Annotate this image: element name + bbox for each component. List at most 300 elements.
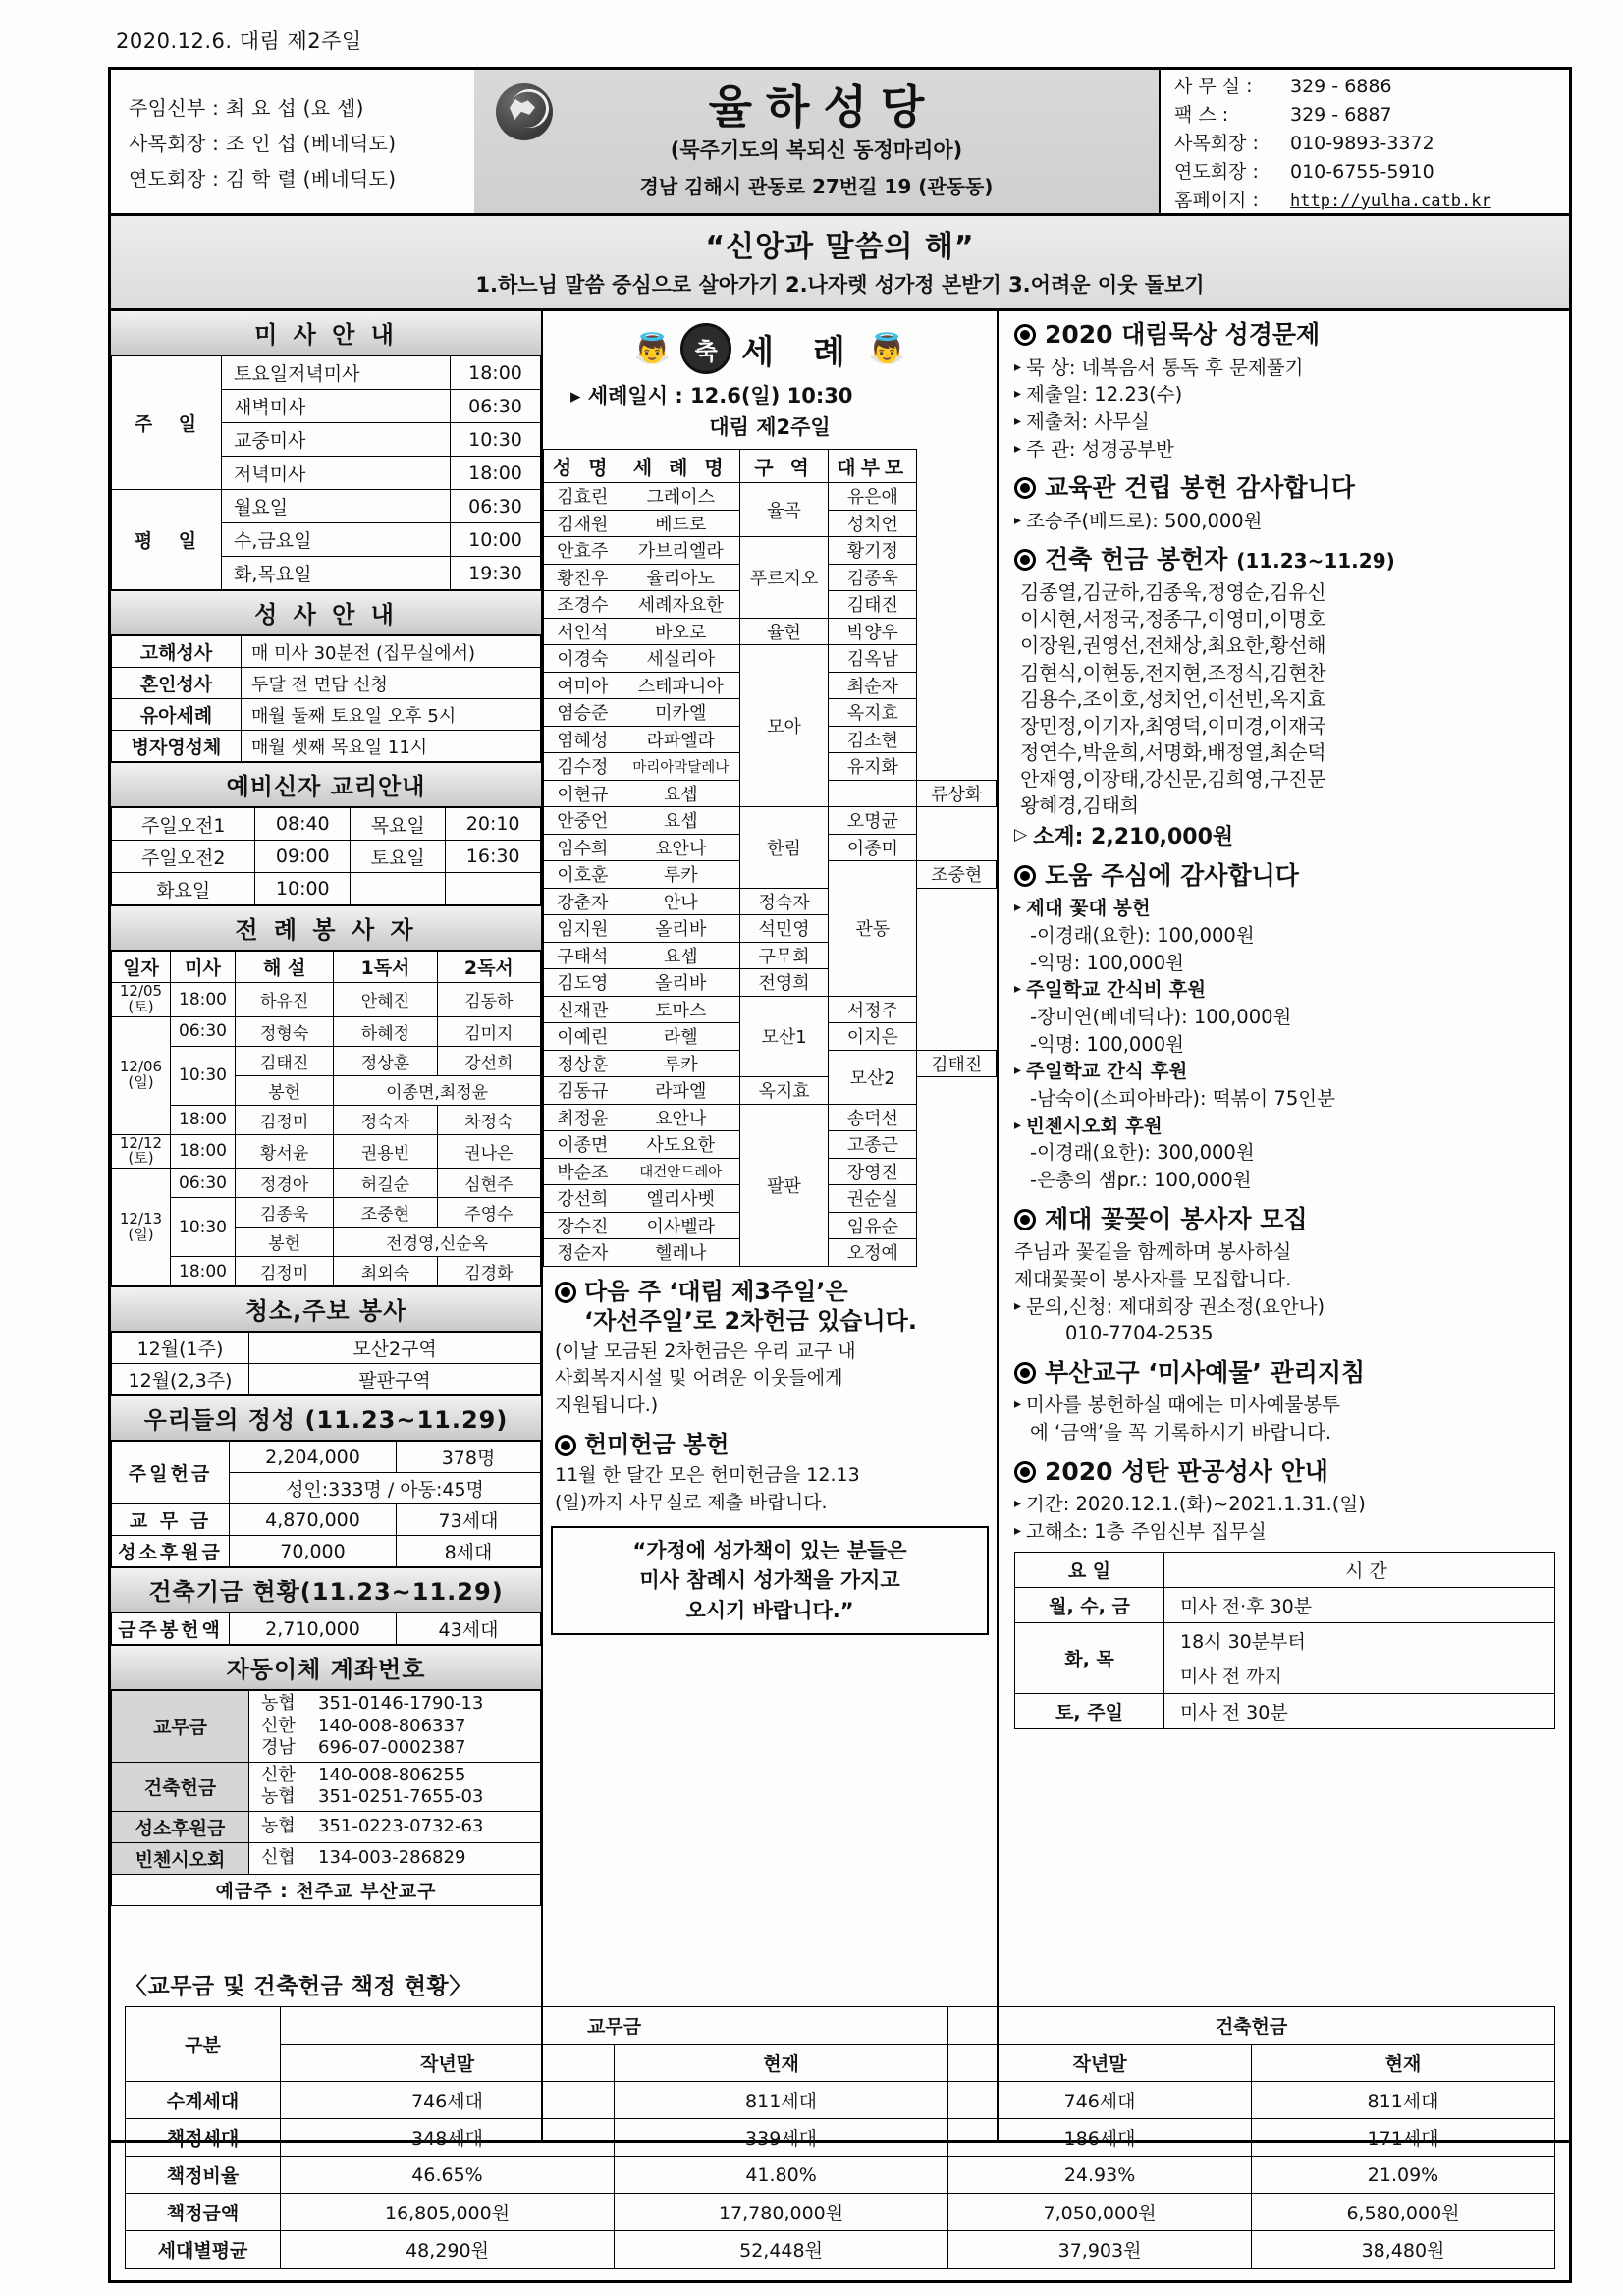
row-reading2: 김미지 — [437, 1016, 540, 1046]
baptism-person-name: 이호훈 — [544, 861, 622, 889]
mass-name: 월요일 — [222, 490, 451, 523]
baptismal-name: 사도요한 — [622, 1131, 739, 1159]
godparent-name: 조중현 — [917, 861, 997, 889]
section-education-thanks — [1014, 472, 1555, 534]
baptism-zone: 한림 — [739, 807, 828, 889]
table-row — [544, 807, 997, 835]
godparent-name: 김옥남 — [829, 645, 917, 673]
table-row — [544, 483, 997, 511]
baptism-person-name: 신재관 — [544, 996, 622, 1023]
church-name: 율하성당 — [708, 80, 939, 134]
class-time: 16:30 — [446, 841, 541, 873]
baptismal-name: 요안나 — [622, 834, 739, 861]
budget-value: 21.09% — [1252, 2157, 1555, 2194]
account-numbers: 신한 140-008-806255 농협 351-0251-7655-03 — [249, 1762, 541, 1811]
baptism-person-name: 이예린 — [544, 1023, 622, 1051]
baptismal-name: 라헬 — [622, 1023, 739, 1051]
col-building-offering: 건축헌금 — [948, 2007, 1555, 2045]
godparent-name: 옥지효 — [739, 1077, 828, 1105]
triangle-bullet-icon: ▸ — [1014, 1117, 1022, 1133]
baptismal-name: 대건안드레아 — [622, 1158, 739, 1185]
volunteer-line: 주님과 꽃길을 함께하며 봉사하실 — [1014, 1240, 1292, 1264]
sunday-offering-count: 378명 — [397, 1442, 541, 1473]
ring-bullet-icon — [1014, 549, 1036, 571]
class-time-empty — [446, 873, 541, 905]
class-slot: 화요일 — [112, 873, 255, 905]
body-columns — [108, 311, 1572, 2143]
godparent-name: 유지화 — [829, 753, 917, 781]
mass-name: 토요일저녁미사 — [222, 356, 451, 390]
budget-value: 746세대 — [948, 2082, 1252, 2119]
godparent-name: 송덕선 — [829, 1104, 917, 1131]
row-reading2: 차정숙 — [437, 1105, 540, 1134]
table-row — [126, 2157, 1555, 2194]
pastoral-chair-row: 사목회장 : 조 인 섭 (베네딕도) — [129, 131, 397, 155]
row-reading1: 하혜정 — [334, 1016, 437, 1046]
baptism-person-name: 구태석 — [544, 942, 622, 969]
table-row — [112, 1333, 541, 1364]
mass-group-weekday: 평 일 — [112, 490, 222, 590]
table-row — [112, 1364, 541, 1395]
triangle-bullet-icon: ▸ — [1014, 358, 1022, 375]
contact-homepage[interactable]: 홈페이지 : http://yulha.catb.kr — [1174, 189, 1491, 211]
budget-value: 171세대 — [1252, 2119, 1555, 2157]
ring-bullet-icon — [1014, 865, 1036, 887]
row-mass: 10:30 — [171, 1046, 236, 1105]
table-header-row — [126, 2007, 1555, 2045]
budget-rows — [126, 2082, 1555, 2269]
budget-value: 746세대 — [281, 2082, 615, 2119]
table-row — [126, 2082, 1555, 2119]
baptism-person-name: 이현규 — [544, 780, 622, 807]
mass-name: 저녁미사 — [222, 457, 451, 490]
note-line: (일)까지 사무실로 제출 바랍니다. — [555, 1492, 828, 1514]
col-reading2: 2독서 — [437, 952, 540, 983]
table-row — [112, 356, 541, 390]
baptismal-name: 이사벨라 — [622, 1212, 739, 1239]
note-title: 헌미헌금 봉헌 — [555, 1430, 985, 1459]
baptismal-name: 라파엘라 — [622, 726, 739, 753]
account-label: 교무금 — [112, 1691, 249, 1763]
offering-label: 교 무 금 — [112, 1504, 230, 1536]
table-row — [112, 1874, 541, 1905]
triangle-bullet-icon: ▸ — [1014, 512, 1022, 528]
donor-name-list — [1014, 579, 1555, 820]
budget-category: 세대별평균 — [126, 2231, 281, 2269]
offering-label: 성소후원금 — [112, 1536, 230, 1567]
baptism-person-name: 안중언 — [544, 807, 622, 835]
baptism-person-name: 임지원 — [544, 915, 622, 943]
godparent-name: 권순실 — [829, 1185, 917, 1213]
table-row — [544, 915, 997, 943]
row-reading1: 허길순 — [334, 1169, 437, 1198]
table-row — [544, 1077, 997, 1105]
baptism-person-name: 이종면 — [544, 1131, 622, 1159]
table-row — [1015, 1693, 1555, 1728]
ring-bullet-icon — [1014, 1209, 1036, 1230]
offering-count: 8세대 — [397, 1536, 541, 1567]
table-row — [112, 841, 541, 873]
triangle-bullet-icon: ▸ — [1014, 900, 1022, 916]
budget-title: 〈교무금 및 건축헌금 책정 현황〉 — [125, 1974, 472, 1999]
godparent-name: 정숙자 — [739, 888, 828, 915]
godparent-name: 전영희 — [739, 969, 828, 997]
baptism-person-name: 정순자 — [544, 1239, 622, 1267]
confession-weekday: 토, 주일 — [1015, 1693, 1164, 1728]
godparent-name: 김태진 — [829, 591, 917, 619]
donor-names-line: 안재영,이장태,강신문,김희영,구진문 — [1020, 767, 1326, 792]
triangle-bullet-icon: ▸ — [1014, 1496, 1022, 1512]
confession-time: 18시 30분부터 — [1164, 1622, 1555, 1658]
budget-value: 811세대 — [615, 2082, 948, 2119]
class-time: 20:10 — [446, 808, 541, 841]
help-group-head: ▸ 제대 꽃대 봉헌 — [1014, 895, 1555, 922]
row-date: 12/06 (일) — [112, 1016, 171, 1134]
confession-time: 미사 전 30분 — [1164, 1693, 1555, 1728]
donor-names-line: 왕혜경,김태희 — [1020, 793, 1139, 818]
godparent-name: 고종근 — [829, 1131, 917, 1159]
help-group-head: ▸ 빈첸시오회 후원 — [1014, 1113, 1555, 1140]
mass-time: 10:00 — [451, 523, 541, 557]
baptismal-name: 율리아노 — [622, 564, 739, 591]
homepage-link[interactable]: http://yulha.catb.kr — [1290, 191, 1491, 211]
godparent-name: 석민영 — [739, 915, 828, 943]
col-category: 구분 — [126, 2007, 281, 2082]
account-numbers: 신협 134-003-286829 — [249, 1842, 541, 1874]
policy-line: 에 ‘금액’을 꼭 기록하시기 바랍니다. — [1030, 1421, 1332, 1445]
angel-icon: 👼 — [868, 331, 906, 366]
row-offering-label: 봉헌 — [236, 1228, 334, 1257]
baptism-person-name: 김재원 — [544, 510, 622, 537]
donor-names-line: 이시현,서정국,정종구,이영미,이명호 — [1020, 607, 1326, 631]
table-row — [112, 1016, 541, 1046]
table-row — [544, 537, 997, 565]
catechumen-table — [111, 807, 541, 905]
donor-names-line: 정연수,박윤희,서명화,배정열,최순덕 — [1020, 740, 1326, 765]
catechumen-heading: 예비신자 교리안내 — [111, 762, 541, 807]
budget-value: 811세대 — [1252, 2082, 1555, 2119]
section-title: 도움 주심에 감사합니다 — [1014, 860, 1555, 893]
sunday-offering-amount: 2,204,000 — [230, 1442, 397, 1473]
cleaning-zone: 팔판구역 — [249, 1364, 541, 1395]
godparent-name: 유은애 — [829, 483, 917, 511]
godparent-name: 황기정 — [829, 537, 917, 565]
contact-block — [1159, 70, 1569, 213]
section-title: 건축 헌금 봉헌자 (11.23~11.29) — [1014, 544, 1555, 576]
budget-value: 17,780,000원 — [615, 2194, 948, 2231]
baptism-person-name: 김수정 — [544, 753, 622, 781]
col-date: 일자 — [112, 952, 171, 983]
row-commentator: 김태진 — [236, 1046, 334, 1075]
table-row — [544, 969, 997, 997]
budget-value: 41.80% — [615, 2157, 948, 2194]
cleaning-period: 12월(1주) — [112, 1333, 249, 1364]
table-row — [112, 1811, 541, 1842]
row-commentator: 김정미 — [236, 1105, 334, 1134]
baptism-zone: 모산2 — [829, 1050, 917, 1104]
baptismal-name: 미카엘 — [622, 699, 739, 727]
budget-section — [108, 1960, 1572, 2283]
budget-value: 46.65% — [281, 2157, 615, 2194]
godparent-name: 김종욱 — [829, 564, 917, 591]
policy-line: ▸ 미사를 봉헌하실 때에는 미사예물봉투 — [1014, 1392, 1555, 1419]
row-offering-label: 봉헌 — [236, 1075, 334, 1105]
triangle-outline-icon: ▷ — [1014, 825, 1028, 846]
row-mass: 06:30 — [171, 1016, 236, 1046]
budget-value: 24.93% — [948, 2157, 1252, 2194]
budget-value: 348세대 — [281, 2119, 615, 2157]
class-slot-empty — [351, 873, 446, 905]
table-row — [544, 618, 997, 645]
accounts-heading: 자동이체 계좌번호 — [111, 1645, 541, 1690]
row-mass: 18:00 — [171, 1105, 236, 1134]
section-flower-volunteers — [1014, 1204, 1555, 1347]
table-row — [112, 873, 541, 905]
sunday-offering-detail: 성인:333명 / 아동:45명 — [230, 1473, 541, 1504]
baptismal-name: 세실리아 — [622, 645, 739, 673]
volunteer-phone[interactable]: 010-7704-2535 — [1065, 1322, 1214, 1345]
triangle-bullet-icon: ▸ — [1014, 1523, 1022, 1539]
help-item-line: -장미연(베네딕다): 100,000원 — [1030, 1005, 1292, 1028]
table-row — [112, 1198, 541, 1228]
section-title: 교육관 건립 봉헌 감사합니다 — [1014, 472, 1555, 505]
baptismal-name: 요안나 — [622, 1104, 739, 1131]
row-reading2: 권나은 — [437, 1134, 540, 1169]
mass-schedule-table — [111, 355, 541, 590]
building-fund-table — [111, 1613, 541, 1645]
baptismal-name: 올리바 — [622, 969, 739, 997]
triangle-bullet-icon: ▸ — [1014, 981, 1022, 998]
help-item-line: -이경래(요한): 300,000원 — [1030, 1141, 1255, 1165]
baptism-person-name: 여미아 — [544, 672, 622, 699]
row-reading1: 안혜진 — [334, 983, 437, 1017]
baptism-table — [543, 449, 997, 1267]
quote-line: 오시기 바랍니다.” — [685, 1598, 854, 1622]
row-offering-people: 전경영,신순옥 — [334, 1228, 541, 1257]
table-row — [544, 888, 997, 915]
mass-time: 06:30 — [451, 490, 541, 523]
help-item-line: -은총의 샘pr.: 100,000원 — [1030, 1169, 1252, 1191]
church-identity — [474, 70, 1159, 213]
help-group-head: ▸ 주일학교 간식비 후원 — [1014, 976, 1555, 1004]
budget-value: 339세대 — [615, 2119, 948, 2157]
baptismal-name: 라파엘 — [622, 1077, 739, 1105]
row-commentator: 정형숙 — [236, 1016, 334, 1046]
confession-time: 미사 전 까지 — [1164, 1658, 1555, 1693]
col-reading1: 1독서 — [334, 952, 437, 983]
confession-weekday: 화, 목 — [1015, 1622, 1164, 1693]
quiz-line: ▸ 제출일: 12.23(수) — [1014, 381, 1555, 409]
baptism-person-name: 김효린 — [544, 483, 622, 511]
baptism-zone: 율현 — [739, 618, 828, 645]
baptism-person-name: 이경숙 — [544, 645, 622, 673]
ring-bullet-icon — [1014, 1362, 1036, 1384]
baptism-person-name: 염승준 — [544, 699, 622, 727]
mass-time: 19:30 — [451, 557, 541, 590]
table-row — [126, 2119, 1555, 2157]
motto-title: “신앙과 말씀의 해” — [705, 230, 975, 264]
baptism-zone: 푸르지오 — [739, 537, 828, 619]
section-help-thanks — [1014, 860, 1555, 1194]
table-header-row — [112, 952, 541, 983]
contact-pastoral-chair: 사목회장 : 010-9893-3372 — [1174, 132, 1434, 154]
confession-time: 미사 전·후 30분 — [1164, 1587, 1555, 1622]
offerings-heading: 우리들의 정성 (11.23~11.29) — [111, 1395, 541, 1441]
baptism-person-name: 장수진 — [544, 1212, 622, 1239]
cleaning-zone: 모산2구역 — [249, 1333, 541, 1364]
triangle-bullet-icon: ▸ — [1014, 440, 1022, 457]
budget-value: 48,290원 — [281, 2231, 615, 2269]
sacrament-table — [111, 635, 541, 762]
row-reading1: 조중현 — [334, 1198, 437, 1228]
godparent-name: 김소현 — [829, 726, 917, 753]
budget-category: 책정금액 — [126, 2194, 281, 2231]
col-weekday: 요 일 — [1015, 1552, 1164, 1587]
budget-category: 책정비율 — [126, 2157, 281, 2194]
row-date: 12/13 (일) — [112, 1169, 171, 1286]
right-column — [999, 311, 1569, 2140]
yeondo-chair-row: 연도회장 : 김 학 렬 (베네딕도) — [129, 166, 397, 191]
table-header-row — [1015, 1552, 1555, 1587]
mass-name: 교중미사 — [222, 423, 451, 457]
mass-name: 새벽미사 — [222, 390, 451, 423]
row-reading1: 정상훈 — [334, 1046, 437, 1075]
row-mass: 18:00 — [171, 983, 236, 1017]
motto-goals: 1.하느님 말씀 중심으로 살아가기 2.나자렛 성가정 본받기 3.어려운 이웃 돌보기 — [475, 273, 1205, 297]
col-current: 현재 — [1252, 2045, 1555, 2082]
section-title: 부산교구 ‘미사예물’ 관리지침 — [1014, 1357, 1555, 1390]
table-header-row — [544, 450, 997, 483]
baptismal-name: 세례자요한 — [622, 591, 739, 619]
ring-bullet-icon — [1014, 1461, 1036, 1483]
contact-office: 사 무 실 : 329 - 6886 — [1174, 75, 1392, 97]
ring-bullet-icon — [1014, 324, 1036, 346]
sacrament-name: 병자영성체 — [112, 731, 242, 762]
row-reading1: 정숙자 — [334, 1105, 437, 1134]
table-row — [112, 1134, 541, 1169]
note-line: 사회복지시설 및 어려운 이웃들에게 — [555, 1367, 843, 1390]
note-line: 지원됩니다.) — [555, 1394, 659, 1416]
godparent-name: 구무회 — [739, 942, 828, 969]
col-commentator: 해 설 — [236, 952, 334, 983]
baptism-person-name: 최정윤 — [544, 1104, 622, 1131]
hymnal-reminder-box — [551, 1526, 989, 1635]
godparent-name: 임유순 — [829, 1212, 917, 1239]
quiz-line: ▸ 제출처: 사무실 — [1014, 409, 1555, 436]
row-commentator: 김정미 — [236, 1257, 334, 1286]
budget-value: 37,903원 — [948, 2231, 1252, 2269]
table-row — [112, 636, 541, 668]
triangle-bullet-icon: ▸ — [1014, 386, 1022, 403]
sacrament-heading: 성 사 안 내 — [111, 590, 541, 635]
baptismal-name: 토마스 — [622, 996, 739, 1023]
table-row — [1015, 1622, 1555, 1658]
col-baptismal-name: 세 례 명 — [622, 450, 739, 483]
baptismal-name: 루카 — [622, 1050, 739, 1077]
baptism-datetime: ▸ 세례일시 : 12.6(일) 10:30 — [570, 384, 853, 408]
triangle-bullet-icon: ▸ — [1014, 1297, 1022, 1314]
baptism-person-name: 안효주 — [544, 537, 622, 565]
account-label: 성소후원금 — [112, 1811, 249, 1842]
row-reading2: 강선희 — [437, 1046, 540, 1075]
triangle-bullet-icon: ▸ — [1014, 1063, 1022, 1079]
baptismal-name: 그레이스 — [622, 483, 739, 511]
baptism-block — [543, 311, 997, 441]
class-slot: 주일오전1 — [112, 808, 255, 841]
baptism-person-name: 강선희 — [544, 1185, 622, 1213]
baptism-zone: 팔판 — [739, 1104, 828, 1266]
donor-line: ▸ 조승주(베드로): 500,000원 — [1014, 508, 1555, 535]
table-row — [544, 996, 997, 1023]
godparent-name: 박양우 — [829, 618, 917, 645]
table-row — [112, 1442, 541, 1473]
table-row — [126, 2231, 1555, 2269]
note-rice-offering — [543, 1420, 997, 1515]
table-row — [112, 1536, 541, 1567]
confession-line: ▸ 기간: 2020.12.1.(화)~2021.1.31.(일) — [1014, 1491, 1555, 1518]
section-title: 2020 대림묵상 성경문제 — [1014, 319, 1555, 352]
sacrament-detail: 매월 셋째 목요일 11시 — [242, 731, 541, 762]
note-line: (이날 모금된 2차헌금은 우리 교구 내 — [555, 1339, 856, 1362]
table-row — [112, 1762, 541, 1811]
account-numbers: 농협 351-0223-0732-63 — [249, 1811, 541, 1842]
godparent-name: 이지은 — [829, 1023, 917, 1051]
col-godparent: 대부모 — [829, 450, 917, 483]
baptism-zone: 모산1 — [739, 996, 828, 1077]
contact-yeondo-chair: 연도회장 : 010-6755-5910 — [1174, 160, 1434, 183]
section-building-donors — [1014, 544, 1555, 849]
baptism-person-name: 조경수 — [544, 591, 622, 619]
table-row — [112, 808, 541, 841]
table-row — [112, 731, 541, 762]
row-mass: 18:00 — [171, 1257, 236, 1286]
baptism-person-name: 임수희 — [544, 834, 622, 861]
mass-time: 18:00 — [451, 457, 541, 490]
help-item-line: -익명: 100,000원 — [1030, 1032, 1184, 1056]
row-mass: 18:00 — [171, 1134, 236, 1169]
col-parish-dues: 교무금 — [281, 2007, 948, 2045]
offering-count: 73세대 — [397, 1504, 541, 1536]
section-mass-offering-policy — [1014, 1357, 1555, 1447]
godparent-name: 최순자 — [829, 672, 917, 699]
baptismal-name: 요셉 — [622, 807, 739, 835]
godparent-name: 오정예 — [829, 1239, 917, 1267]
account-label: 빈첸시오회 — [112, 1842, 249, 1874]
baptismal-name: 베드로 — [622, 510, 739, 537]
row-reading1: 최외숙 — [334, 1257, 437, 1286]
mass-time: 06:30 — [451, 390, 541, 423]
section-title: 2020 성탄 판공성사 안내 — [1014, 1456, 1555, 1489]
table-row — [112, 983, 541, 1017]
triangle-bullet-icon: ▸ — [1014, 412, 1022, 429]
donor-names-line: 이장원,권영선,전채상,최요한,황선해 — [1020, 633, 1326, 658]
note-second-collection — [543, 1267, 997, 1419]
col-zone: 구 역 — [739, 450, 828, 483]
donor-names-line: 김종열,김균하,김종욱,정영순,김유신 — [1020, 579, 1326, 604]
building-fund-heading: 건축기금 현황(11.23~11.29) — [111, 1567, 541, 1613]
mass-time: 10:30 — [451, 423, 541, 457]
help-group-list — [1014, 895, 1555, 1194]
year-motto-banner — [108, 216, 1572, 311]
offerings-table — [111, 1441, 541, 1567]
row-commentator: 황서윤 — [236, 1134, 334, 1169]
section-christmas-confession — [1014, 1456, 1555, 1729]
baptism-zone — [829, 780, 917, 807]
church-address: 경남 김해시 관동로 27번길 19 (관동동) — [639, 174, 994, 198]
quote-line: 미사 참례시 성가책을 가지고 — [639, 1568, 900, 1593]
table-row — [544, 645, 997, 673]
bf-amount: 2,710,000 — [230, 1613, 397, 1645]
